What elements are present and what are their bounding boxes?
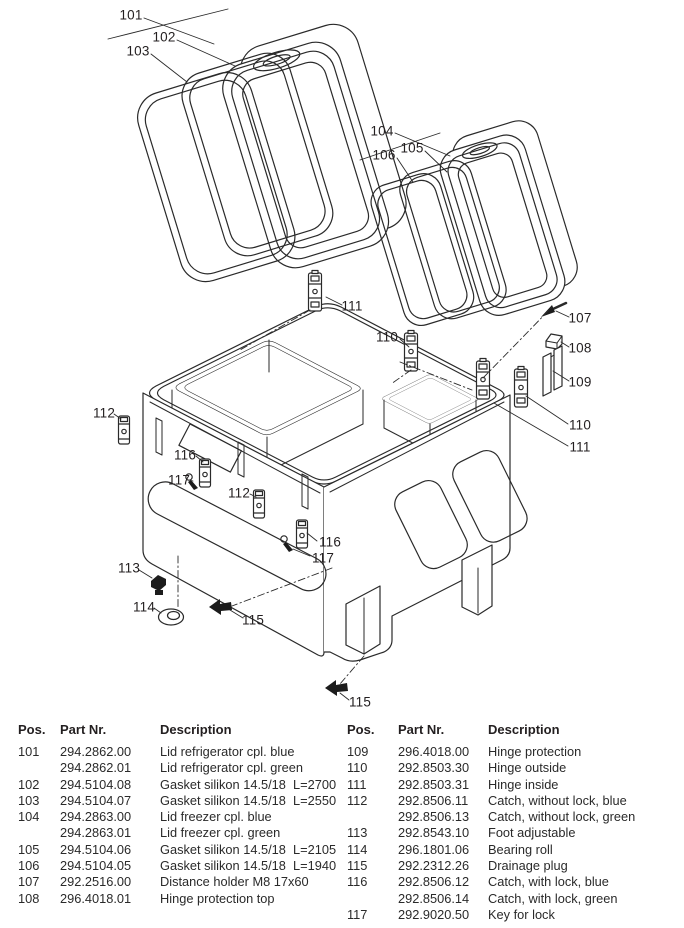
row-description: Hinge inside: [488, 776, 559, 792]
row-description: Key for lock: [488, 906, 555, 922]
row-pos: 103: [18, 792, 40, 808]
hinge-outside-drawing: [477, 359, 490, 400]
col-header-description: Description: [160, 722, 232, 737]
row-description: Hinge protection top: [160, 890, 275, 906]
col-header-part-nr: Part Nr.: [60, 722, 107, 737]
callout-label: 107: [568, 310, 592, 326]
callout-label: 112: [92, 405, 116, 421]
catch-with-lock-drawing: [200, 459, 211, 487]
row-description: Foot adjustable: [488, 825, 576, 841]
parts-table-left: [18, 722, 338, 907]
row-description: Distance holder M8 17x60: [160, 874, 309, 890]
callout-label: 117: [167, 472, 191, 488]
row-pos: 111: [347, 776, 367, 792]
row-pos: 104: [18, 809, 40, 825]
catch-without-lock-drawing: [254, 490, 265, 518]
bearing-roll-drawing: [159, 609, 184, 625]
row-pos: 115: [347, 858, 368, 874]
row-pos: 109: [347, 744, 369, 759]
foot-adjustable-drawing: [151, 575, 166, 595]
callout-label: 116: [173, 447, 197, 463]
row-part-nr: 292.2516.00: [60, 874, 132, 890]
col-header-description: Description: [488, 722, 560, 737]
table-row: [347, 891, 677, 907]
callout-label: 114: [132, 599, 156, 615]
table-row: [18, 825, 338, 841]
row-part-nr: 292.2312.26: [398, 858, 470, 874]
row-pos: 110: [347, 760, 368, 776]
row-part-nr: 292.8506.13: [398, 809, 470, 825]
table-row: [18, 777, 338, 793]
row-pos: 102: [18, 776, 40, 792]
parts-table-right: [347, 722, 677, 923]
table-row: [18, 793, 338, 809]
drainage-plug-drawing: [325, 680, 348, 696]
callout-label: 111: [569, 439, 591, 455]
callout-label: 115: [241, 612, 265, 628]
table-row: [347, 858, 677, 874]
row-pos: 114: [347, 841, 368, 857]
lid-refrigerator-drawing: [213, 18, 416, 274]
row-part-nr: 292.8506.14: [398, 890, 470, 906]
row-part-nr: 294.2863.01: [60, 825, 132, 841]
row-pos: [18, 760, 60, 776]
row-description: Hinge protection: [488, 744, 582, 759]
row-part-nr: 294.2862.00: [60, 744, 132, 759]
hinge-inside-drawing: [309, 271, 322, 312]
row-description: Catch, without lock, green: [488, 809, 636, 825]
callout-label: 109: [568, 374, 592, 390]
row-description: Catch, without lock, blue: [488, 792, 627, 808]
row-pos: 101: [18, 744, 40, 759]
callout-label: 110: [568, 417, 592, 433]
row-part-nr: 296.4018.00: [398, 744, 470, 759]
row-pos: 106: [18, 858, 40, 874]
callout-label: 105: [400, 140, 424, 156]
row-description: Drainage plug: [488, 858, 568, 874]
col-header-pos: Pos.: [347, 722, 375, 737]
row-pos: 108: [18, 890, 40, 906]
row-description: Catch, with lock, blue: [488, 874, 609, 890]
callout-label: 104: [370, 123, 394, 139]
row-part-nr: 294.2863.00: [60, 809, 132, 825]
table-row: [347, 744, 677, 760]
row-pos: 117: [347, 906, 368, 922]
row-description: Catch, with lock, green: [488, 890, 618, 906]
row-description: Gasket silikon 14.5/18 L=2550: [160, 792, 337, 808]
catch-with-lock-drawing: [297, 520, 308, 548]
catch-without-lock-drawing: [119, 416, 130, 444]
row-description: Lid refrigerator cpl. green: [160, 760, 303, 776]
table-row: [18, 891, 338, 907]
row-part-nr: 292.8506.11: [398, 792, 469, 808]
row-pos: [18, 825, 60, 841]
row-description: Gasket silikon 14.5/18 L=2700: [160, 776, 337, 792]
row-part-nr: 292.9020.50: [398, 906, 470, 922]
callout-label: 108: [568, 340, 592, 356]
row-part-nr: 292.8506.12: [398, 874, 470, 890]
table-row: [347, 809, 677, 825]
table-row: [347, 825, 677, 841]
callout-label: 106: [372, 147, 396, 163]
callout-label: 101: [119, 7, 143, 23]
callout-label: 115: [348, 694, 372, 710]
row-part-nr: 292.8503.30: [398, 760, 470, 776]
callout-label: 112: [227, 485, 251, 501]
hinge-protection-drawing: [543, 346, 562, 396]
table-row: [347, 760, 677, 776]
row-part-nr: 294.5104.08: [60, 776, 132, 792]
table-row: [18, 809, 338, 825]
table-row: [347, 777, 677, 793]
col-header-pos: Pos.: [18, 722, 46, 737]
row-pos: 116: [347, 874, 368, 890]
row-pos: 105: [18, 841, 40, 857]
table-row: [18, 874, 338, 890]
row-pos: [347, 891, 398, 907]
row-part-nr: 294.5104.07: [60, 792, 132, 808]
row-pos: 113: [347, 825, 368, 841]
callout-label: 103: [126, 43, 150, 59]
row-pos: [347, 809, 398, 825]
row-description: Gasket silikon 14.5/18 L=2105: [160, 841, 337, 857]
callout-label: 113: [117, 560, 141, 576]
callout-label: 102: [152, 29, 176, 45]
row-pos: 107: [18, 874, 40, 890]
row-part-nr: 294.5104.06: [60, 841, 132, 857]
row-part-nr: 292.8543.10: [398, 825, 470, 841]
callout-label: 111: [341, 298, 363, 314]
row-description: Gasket silikon 14.5/18 L=1940: [160, 858, 337, 874]
table-row: [347, 793, 677, 809]
row-description: Bearing roll: [488, 841, 553, 857]
row-description: Lid freezer cpl. blue: [160, 809, 272, 825]
row-part-nr: 294.5104.05: [60, 858, 132, 874]
table-row: [347, 907, 677, 923]
table-row: [347, 874, 677, 890]
row-part-nr: 292.8503.31: [398, 776, 470, 792]
hinge-inside-drawing: [515, 367, 528, 408]
row-description: Lid refrigerator cpl. blue: [160, 744, 295, 759]
callout-label: 116: [318, 534, 342, 550]
row-part-nr: 294.2862.01: [60, 760, 132, 776]
row-pos: 112: [347, 792, 368, 808]
row-part-nr: 296.4018.01: [60, 890, 132, 906]
lid-freezer-drawing: [432, 116, 585, 320]
row-description: Hinge outside: [488, 760, 567, 776]
col-header-part-nr: Part Nr.: [398, 722, 445, 737]
table-row: [18, 842, 338, 858]
row-description: Lid freezer cpl. green: [160, 825, 281, 841]
callout-label: 110: [375, 329, 399, 345]
callout-label: 117: [311, 550, 335, 566]
table-row: [18, 858, 338, 874]
row-part-nr: 296.1801.06: [398, 841, 470, 857]
table-row: [18, 760, 338, 776]
table-row: [347, 842, 677, 858]
table-row: [18, 744, 338, 760]
